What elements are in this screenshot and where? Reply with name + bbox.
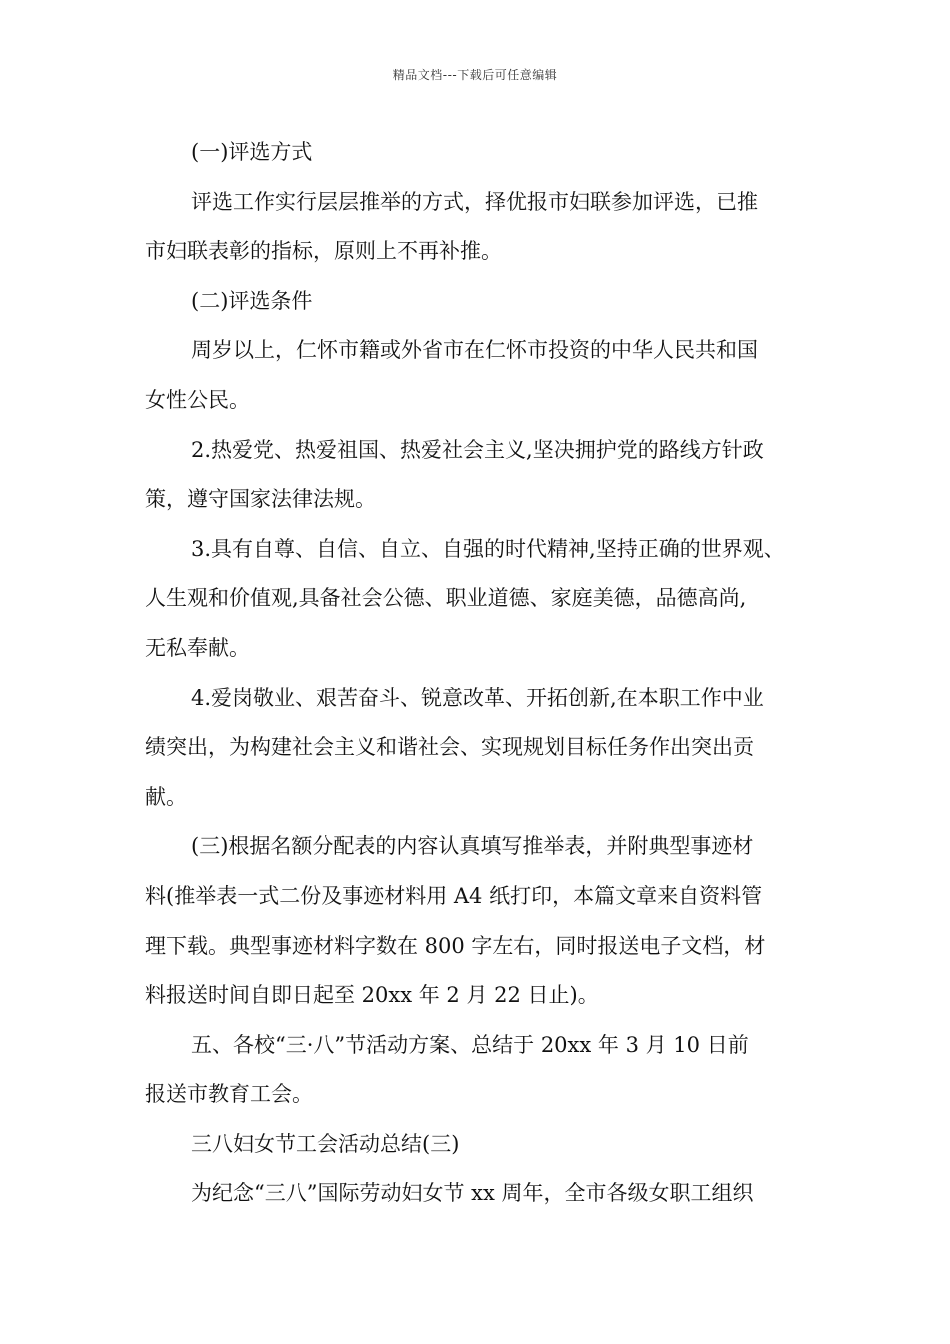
text-line: 4.爱岗敬业、艰苦奋斗、锐意改革、开拓创新,在本职工作中业 xyxy=(191,685,764,710)
text-line: (一)评选方式 xyxy=(191,140,313,164)
text-line: 3.具有自尊、自信、自立、自强的时代精神,坚持正确的世界观、 xyxy=(191,536,785,561)
text-line: 报送市教育工会。 xyxy=(145,1082,313,1107)
document-body xyxy=(145,128,810,1219)
text-line: 策，遵守国家法律法规。 xyxy=(145,487,376,512)
page-header: 精品文档---下载后可任意编辑 xyxy=(392,68,558,82)
text-line: 五、各校“三·八”节活动方案、总结于 20xx 年 3 月 10 日前 xyxy=(191,1032,749,1057)
text-line: 理下载。典型事迹材料字数在 800 字左右，同时报送电子文档，材 xyxy=(145,933,766,958)
text-line: 献。 xyxy=(145,784,187,809)
text-line: 评选工作实行层层推举的方式，择优报市妇联参加评选，已推 xyxy=(191,189,758,214)
text-line: (二)评选条件 xyxy=(191,288,313,313)
text-line: (三)根据名额分配表的内容认真填写推举表，并附典型事迹材 xyxy=(191,834,754,859)
text-line: 三八妇女节工会活动总结(三) xyxy=(191,1131,460,1156)
text-line: 人生观和价值观,具备社会公德、职业道德、家庭美德，品德高尚, xyxy=(145,586,747,611)
text-line: 为纪念“三八”国际劳动妇女节 xx 周年，全市各级女职工组织 xyxy=(191,1181,754,1206)
text-line: 绩突出，为构建社会主义和谐社会、实现规划目标任务作出突出贡 xyxy=(145,735,754,760)
text-line: 周岁以上，仁怀市籍或外省市在仁怀市投资的中华人民共和国 xyxy=(191,338,758,363)
text-line: 市妇联表彰的指标，原则上不再补推。 xyxy=(145,239,502,264)
text-line: 料报送时间自即日起至 20xx 年 2 月 22 日止)。 xyxy=(145,983,599,1008)
text-line: 料(推举表一式二份及事迹材料用 A4 纸打印，本篇文章来自资料管 xyxy=(145,883,763,908)
text-line: 2.热爱党、热爱祖国、热爱社会主义,坚决拥护党的路线方针政 xyxy=(191,437,764,462)
text-line: 女性公民。 xyxy=(145,387,250,412)
text-line: 无私奉献。 xyxy=(145,635,250,660)
